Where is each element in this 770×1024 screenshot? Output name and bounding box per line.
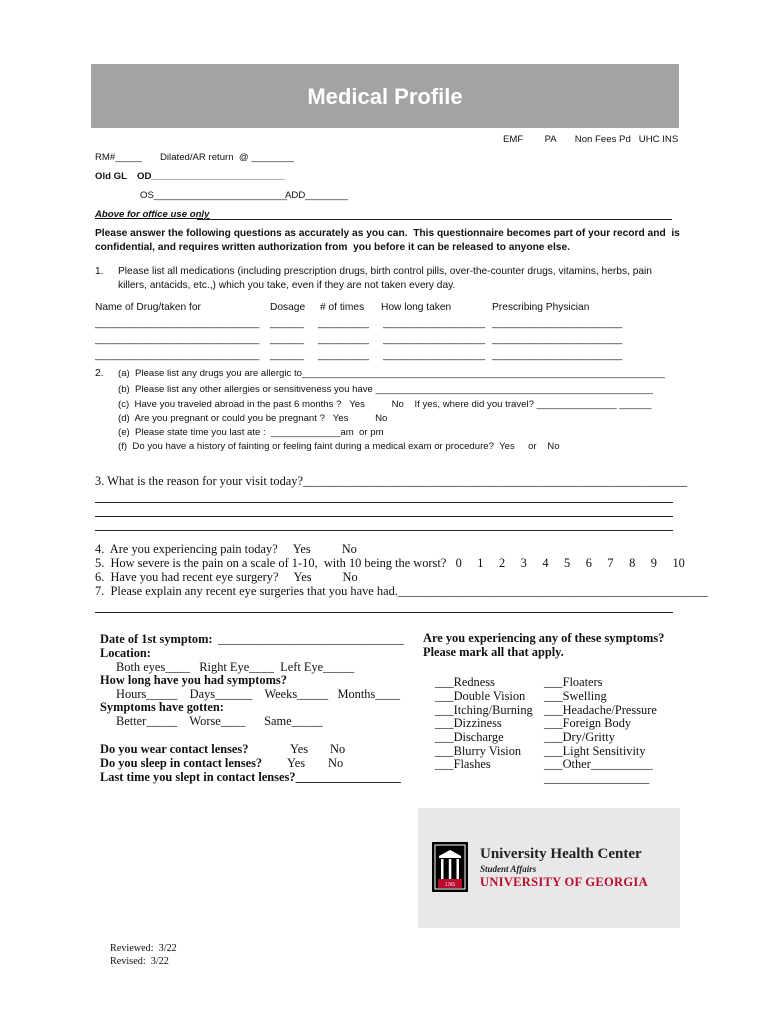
med-row-times[interactable]: _________ [318,334,369,345]
billing-codes: EMF PA Non Fees Pd UHC INS [503,134,679,145]
med-row-duration[interactable]: __________________ [383,318,485,329]
med-row-duration[interactable]: __________________ [383,350,485,361]
first-symptom-field[interactable]: ______________________________ [218,632,404,646]
symptoms-subtitle: Please mark all that apply. [423,645,564,659]
symptom-option[interactable]: ___Dry/Gritty [544,730,615,744]
rm-field[interactable]: RM#_____ [95,152,142,163]
answer-line[interactable] [95,530,673,531]
med-header-physician: Prescribing Physician [492,302,590,313]
sleep-contacts-label: Do you sleep in contact lenses? [100,756,263,770]
symptoms-title: Are you experiencing any of these symptoms? [423,631,665,645]
first-symptom-label: Date of 1st symptom: [100,632,213,646]
symptom-option[interactable]: ___Double Vision [435,689,526,703]
sleep-contacts-yes[interactable]: Yes [287,756,306,770]
med-row-duration[interactable]: __________________ [383,334,485,345]
symptom-option[interactable]: ___Itching/Burning [435,703,533,717]
symptom-option[interactable]: ___Headache/Pressure [544,703,657,717]
answer-line[interactable] [95,502,673,503]
intro-line-2: confidential, and requires written authorization from you before it can be released to anyone else. [95,242,570,253]
q1-number: 1. [95,266,104,277]
med-row-times[interactable]: _________ [318,318,369,329]
location-label: Location: [100,646,151,660]
last-slept-contacts[interactable]: Last time you slept in contact lenses?_________________ [100,770,401,784]
wear-contacts-label: Do you wear contact lenses? [100,742,249,756]
q1-line-2: killers, antacids, etc.,) which you take, even if they are not taken every day. [118,280,456,291]
office-divider [197,219,672,220]
q2a-allergies-drugs[interactable]: (a) Please list any drugs you are allergic to____________________________________________________________________ [118,368,665,379]
old-gl-label: Old GL [95,171,127,182]
med-header-name: Name of Drug/taken for [95,302,201,313]
med-row-name[interactable]: _____________________________ [95,318,260,329]
duration-options[interactable]: Hours_____ Days______ Weeks_____ Months____ [116,687,401,701]
symptom-option[interactable]: ___Light Sensitivity [544,744,646,758]
arch-logo-year: 1785 [444,882,456,887]
q2d-pregnant[interactable]: (d) Are you pregnant or could you be pregnant ? Yes No [118,413,388,424]
symptom-option[interactable]: ___Dizziness [435,716,502,730]
symptom-option[interactable]: ___Foreign Body [544,716,632,730]
eye-location-options[interactable]: Both eyes____ Right Eye____ Left Eye_____ [116,660,355,674]
wear-contacts-yes[interactable]: Yes [290,742,309,756]
med-row-dosage[interactable]: ______ [270,334,304,345]
med-row-dosage[interactable]: ______ [270,350,304,361]
uhc-logo-panel [418,808,680,928]
answer-line[interactable] [95,516,673,517]
symptom-other-line[interactable]: _________________ [544,771,650,785]
symptom-option[interactable]: ___Flashes [435,757,491,771]
med-row-name[interactable]: _____________________________ [95,350,260,361]
med-row-name[interactable]: _____________________________ [95,334,260,345]
reviewed-date: Reviewed: 3/22 [110,943,177,954]
revised-date: Revised: 3/22 [110,956,169,967]
med-header-dosage: Dosage [270,302,306,313]
med-header-times: # of times [320,302,365,313]
intro-line-1: Please answer the following questions as accurately as you can. This questionnaire becomes part of your record and is [95,228,680,239]
add-field[interactable]: ADD________ [285,190,348,201]
uhc-subtitle: Student Affairs [480,864,537,874]
q2f-fainting[interactable]: (f) Do you have a history of fainting or feeling faint during a medical exam or procedure? Yes or No [118,441,560,452]
q2c-travel[interactable]: (c) Have you traveled abroad in the past 6 months ? Yes No If yes, where did you travel? _______________ ______ [118,399,652,410]
med-row-physician[interactable]: _______________________ [492,334,623,345]
office-use-note: Above for office use only [95,209,210,220]
med-row-physician[interactable]: _______________________ [492,318,623,329]
uga-wordmark: UNIVERSITY OF GEORGIA [480,875,648,889]
trend-label: Symptoms have gotten: [100,700,224,714]
symptom-option[interactable]: ___Floaters [544,675,603,689]
arch-logo-icon [432,842,468,892]
q7-explain-surgery[interactable]: 7. Please explain any recent eye surgeries that you have had.__________________________________________________ [95,584,708,598]
page-title: Medical Profile [307,84,463,109]
sleep-contacts-no[interactable]: No [328,756,344,770]
title-banner [91,64,679,128]
q5-pain-scale[interactable]: 5. How severe is the pain on a scale of 1-10, with 10 being the worst? 0 1 2 3 4 5 6 7 8 9 10 [95,556,685,570]
symptom-other[interactable]: ___Other__________ [544,757,653,771]
symptom-option[interactable]: ___Redness [435,675,495,689]
q6-eye-surgery[interactable]: 6. Have you had recent eye surgery? Yes No [95,570,358,584]
uhc-name: University Health Center [480,846,642,862]
symptom-option[interactable]: ___Blurry Vision [435,744,522,758]
med-row-dosage[interactable]: ______ [270,318,304,329]
symptom-option[interactable]: ___Swelling [544,689,607,703]
q4-pain[interactable]: 4. Are you experiencing pain today? Yes No [95,542,357,556]
med-header-duration: How long taken [381,302,452,313]
q3-reason[interactable]: 3. What is the reason for your visit today?______________________________________________________________ [95,474,688,488]
dilated-field[interactable]: Dilated/AR return @ ________ [160,152,295,163]
symptom-option[interactable]: ___Discharge [435,730,504,744]
wear-contacts-no[interactable]: No [330,742,346,756]
os-field[interactable]: OS_________________________ [140,190,288,201]
od-field[interactable]: OD_________________________ [137,171,285,182]
q2e-last-ate[interactable]: (e) Please state time you last ate : _____________am or pm [118,427,384,438]
trend-options[interactable]: Better_____ Worse____ Same_____ [116,714,323,728]
q2-number: 2. [95,368,104,379]
q1-line-1: Please list all medications (including prescription drugs, birth control pills, over-the-counter drugs, vitamins, herbs, pain [118,266,652,277]
med-row-times[interactable]: _________ [318,350,369,361]
answer-line[interactable] [95,612,673,613]
q2b-allergies-other[interactable]: (b) Please list any other allergies or sensitiveness you have ____________________________________________________ [118,384,654,395]
med-row-physician[interactable]: _______________________ [492,350,623,361]
duration-label: How long have you had symptoms? [100,673,287,687]
